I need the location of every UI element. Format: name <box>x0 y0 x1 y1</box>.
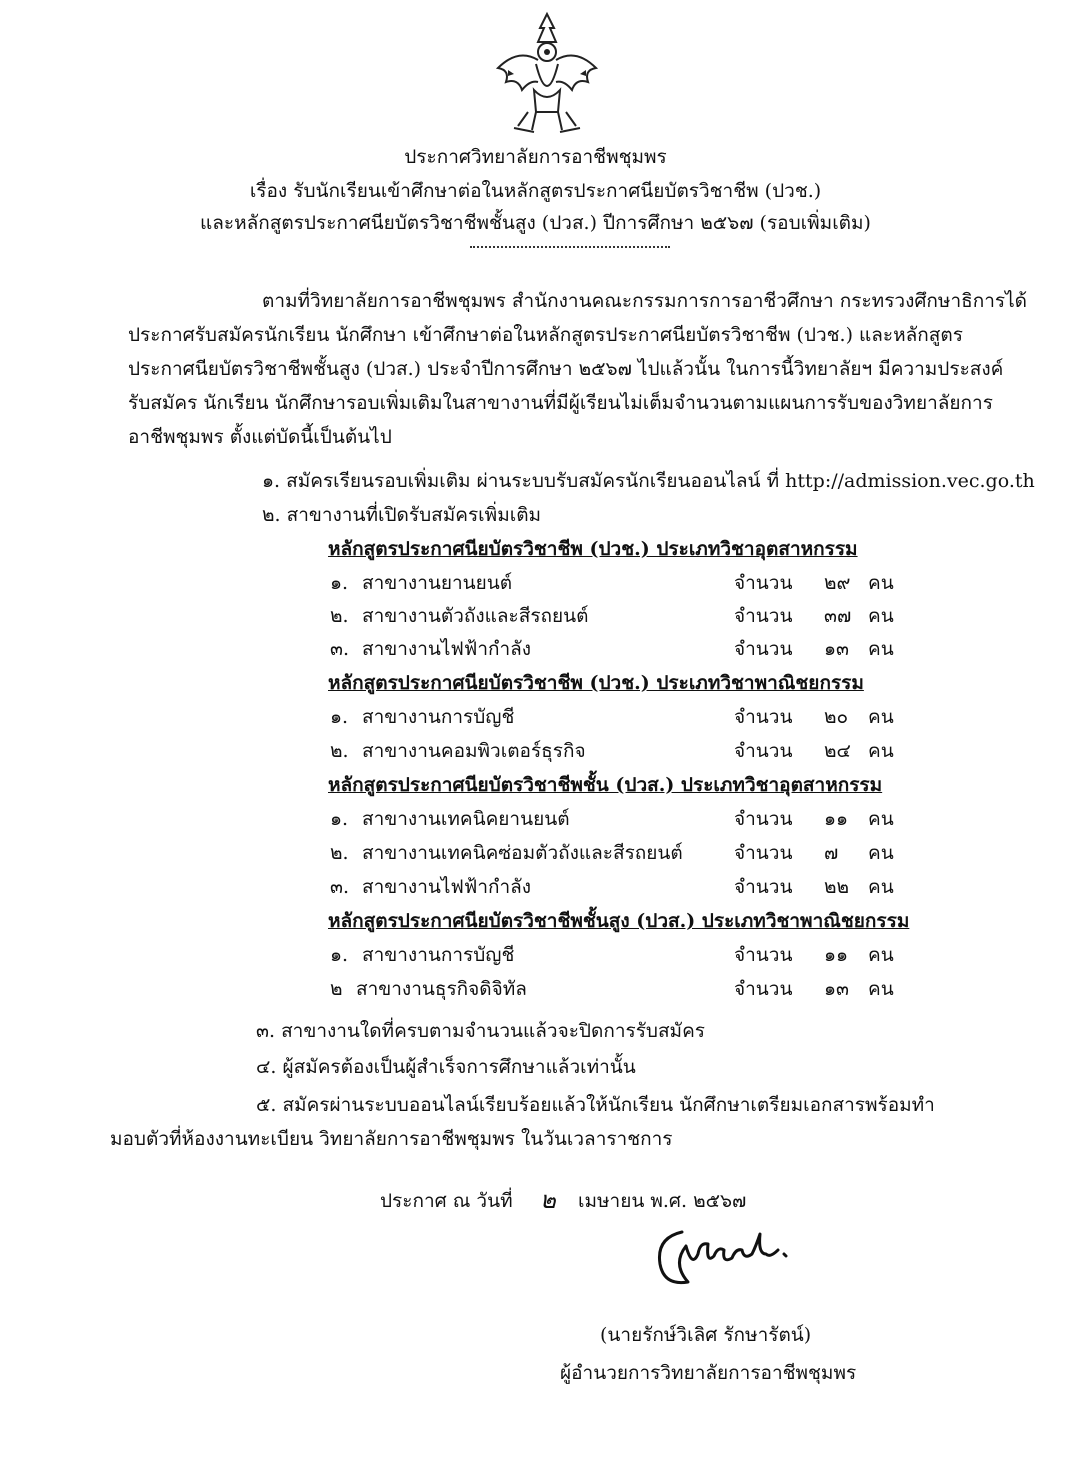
program-title: หลักสูตรประกาศนียบัตรวิชาชีพ (ปวช.) ประเภทวิชาอุตสาหกรรม <box>328 538 858 560</box>
major-no: ๑. <box>330 706 349 728</box>
header-divider <box>470 246 670 248</box>
item-4: ๔. ผู้สมัครต้องเป็นผู้สำเร็จการศึกษาแล้วเท่านั้น <box>256 1056 636 1078</box>
program-title: หลักสูตรประกาศนียบัตรวิชาชีพ (ปวช.) ประเภทวิชาพาณิชยกรรม <box>328 672 864 694</box>
list-item <box>0 638 1071 668</box>
list-item <box>0 944 1071 974</box>
count-label: จำนวน <box>734 978 793 1000</box>
count-label: จำนวน <box>734 706 793 728</box>
intro-line-2: ประกาศรับสมัครนักเรียน นักศึกษา เข้าศึกษาต่อในหลักสูตรประกาศนียบัตรวิชาชีพ (ปวช.) และหลักสูตร <box>128 324 963 346</box>
item-3: ๓. สาขางานใดที่ครบตามจำนวนแล้วจะปิดการรับสมัคร <box>256 1020 705 1042</box>
count-value: ๑๓ <box>824 978 850 1000</box>
count-value: ๑๓ <box>824 638 850 660</box>
list-item <box>0 876 1071 906</box>
signer-name: (นายรักษ์วิเลิศ รักษารัตน์) <box>600 1324 812 1346</box>
list-item <box>0 978 1071 1008</box>
count-label: จำนวน <box>734 808 793 830</box>
major-name: สาขางานการบัญชี <box>362 706 515 728</box>
handwritten-signature-icon <box>652 1224 797 1296</box>
count-value: ๓๗ <box>824 605 852 627</box>
count-label: จำนวน <box>734 842 793 864</box>
count-value: ๒๙ <box>824 572 851 594</box>
major-no: ๒ <box>330 978 343 1000</box>
count-value: ๑๑ <box>824 944 849 966</box>
signer-title: ผู้อำนวยการวิทยาลัยการอาชีพชุมพร <box>560 1362 857 1384</box>
count-value: ๒๔ <box>824 740 851 762</box>
item-5-line-2: มอบตัวที่ห้องงานทะเบียน วิทยาลัยการอาชีพชุมพร ในวันเวลาราชการ <box>110 1128 673 1150</box>
major-no: ๓. <box>330 638 350 660</box>
subject-line-2: และหลักสูตรประกาศนียบัตรวิชาชีพชั้นสูง (ปวส.) ปีการศึกษา ๒๕๖๗ (รอบเพิ่มเติม) <box>200 212 871 234</box>
count-label: จำนวน <box>734 638 793 660</box>
announcement-title: ประกาศวิทยาลัยการอาชีพชุมพร <box>404 146 667 168</box>
major-name: สาขางานธุรกิจดิจิทัล <box>356 978 527 1000</box>
count-label: จำนวน <box>734 572 793 594</box>
announcement-month-year: เมษายน พ.ศ. ๒๕๖๗ <box>578 1190 747 1212</box>
intro-line-1: ตามที่วิทยาลัยการอาชีพชุมพร สำนักงานคณะกรรมการการอาชีวศึกษา กระทรวงศึกษาธิการได้ <box>262 290 1027 312</box>
count-unit: คน <box>868 740 894 762</box>
item-1: ๑. สมัครเรียนรอบเพิ่มเติม ผ่านระบบรับสมัครนักเรียนออนไลน์ ที่ http://admission.vec.go.th <box>262 470 1035 492</box>
major-name: สาขางานไฟฟ้ากำลัง <box>362 876 532 898</box>
major-no: ๑. <box>330 808 349 830</box>
major-no: ๒. <box>330 605 349 627</box>
count-value: ๒๐ <box>824 706 849 728</box>
major-no: ๑. <box>330 572 349 594</box>
list-item <box>0 605 1071 635</box>
intro-line-5: อาชีพชุมพร ตั้งแต่บัดนี้เป็นต้นไป <box>128 426 392 448</box>
list-item <box>0 808 1071 838</box>
count-label: จำนวน <box>734 876 793 898</box>
count-label: จำนวน <box>734 740 793 762</box>
count-value: ๒๒ <box>824 876 850 898</box>
major-no: ๓. <box>330 876 350 898</box>
count-unit: คน <box>868 706 894 728</box>
count-unit: คน <box>868 876 894 898</box>
major-name: สาขางานเทคนิคยานยนต์ <box>362 808 570 830</box>
major-name: สาขางานตัวถังและสีรถยนต์ <box>362 605 589 627</box>
list-item <box>0 706 1071 736</box>
major-no: ๒. <box>330 740 349 762</box>
list-item <box>0 740 1071 770</box>
item-5-line-1: ๕. สมัครผ่านระบบออนไลน์เรียบร้อยแล้วให้นักเรียน นักศึกษาเตรียมเอกสารพร้อมทำ <box>256 1094 935 1116</box>
program-title: หลักสูตรประกาศนียบัตรวิชาชีพชั้น (ปวส.) ประเภทวิชาอุตสาหกรรม <box>328 774 883 796</box>
count-unit: คน <box>868 605 894 627</box>
count-label: จำนวน <box>734 944 793 966</box>
major-name: สาขางานเทคนิคซ่อมตัวถังและสีรถยนต์ <box>362 842 683 864</box>
list-item <box>0 842 1071 872</box>
garuda-emblem-icon <box>488 8 606 142</box>
subject-line-1: เรื่อง รับนักเรียนเข้าศึกษาต่อในหลักสูตรประกาศนียบัตรวิชาชีพ (ปวช.) <box>249 180 822 202</box>
major-name: สาขางานการบัญชี <box>362 944 515 966</box>
major-name: สาขางานคอมพิวเตอร์ธุรกิจ <box>362 740 586 762</box>
announcement-day: ๒ <box>540 1186 556 1214</box>
count-unit: คน <box>868 572 894 594</box>
item-2: ๒. สาขางานที่เปิดรับสมัครเพิ่มเติม <box>262 504 542 526</box>
count-unit: คน <box>868 842 894 864</box>
count-value: ๗ <box>824 842 839 864</box>
count-unit: คน <box>868 978 894 1000</box>
count-label: จำนวน <box>734 605 793 627</box>
major-no: ๒. <box>330 842 349 864</box>
list-item <box>0 572 1071 602</box>
program-title: หลักสูตรประกาศนียบัตรวิชาชีพชั้นสูง (ปวส.) ประเภทวิชาพาณิชยกรรม <box>328 910 910 932</box>
major-name: สาขางานยานยนต์ <box>362 572 513 594</box>
major-no: ๑. <box>330 944 349 966</box>
major-name: สาขางานไฟฟ้ากำลัง <box>362 638 532 660</box>
count-unit: คน <box>868 638 894 660</box>
count-unit: คน <box>868 944 894 966</box>
intro-line-4: รับสมัคร นักเรียน นักศึกษารอบเพิ่มเติมในสาขางานที่มีผู้เรียนไม่เต็มจำนวนตามแผนการรับของวิทยาลัยการ <box>128 392 993 414</box>
count-value: ๑๑ <box>824 808 849 830</box>
count-unit: คน <box>868 808 894 830</box>
intro-line-3: ประกาศนียบัตรวิชาชีพชั้นสูง (ปวส.) ประจำปีการศึกษา ๒๕๖๗ ไปแล้วนั้น ในการนี้วิทยาลัยฯ มีความประสงค์ <box>128 358 1004 380</box>
announcement-date-prefix: ประกาศ ณ วันที่ <box>380 1190 513 1212</box>
